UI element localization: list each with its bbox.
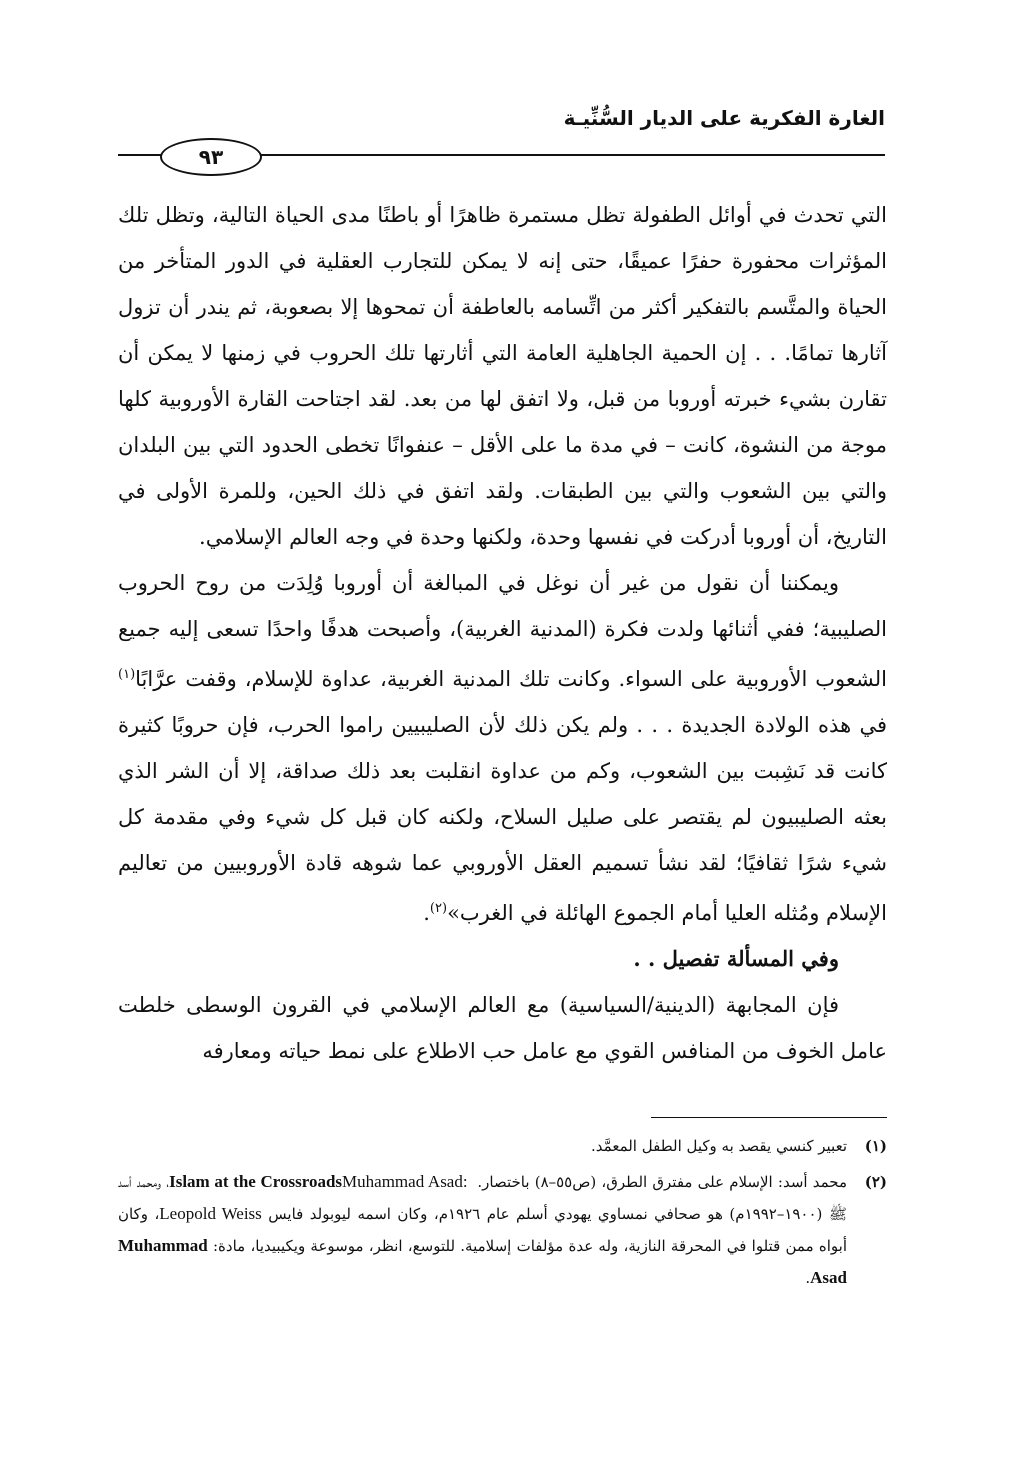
footnote-2-end: . <box>805 1269 811 1287</box>
footnote-2-latin-title: Islam at the Crossroads <box>169 1172 343 1191</box>
footnote-2-latin-author: Muhammad Asad: <box>342 1172 473 1191</box>
footnote-1 <box>118 1130 887 1162</box>
footnote-2-part-b: ، ومحمد أسد ﷺ (١٩٠٠–١٩٩٢م) هو صحافي نمساوي يهودي أسلم عام ١٩٢٦م، وكان اسمه ليوبولد فايس <box>118 1173 847 1223</box>
page-number-badge <box>160 138 262 176</box>
footnote-2-part-a: محمد أسد: الإسلام على مفترق الطرق، (ص٥٥–٨) باختصار. <box>472 1173 847 1191</box>
paragraph-2-end: . <box>423 901 430 925</box>
footnote-1-text: تعبير كنسي يقصد به وكيل الطفل المعمَّد. <box>591 1137 847 1155</box>
footnote-2 <box>118 1166 887 1294</box>
footnote-2-part-c: ، وكان أبواه ممن قتلوا في المحرقة النازية، وله عدة مؤلفات إسلامية. للتوسع، انظر، موسوعة ويكيبيديا، مادة: <box>118 1205 847 1255</box>
footnote-2-latin-name: Leopold Weiss <box>159 1204 262 1223</box>
paragraph-3: فإن المجابهة (الدينية/السياسية) مع العالم الإسلامي في القرون الوسطى خلطت عامل الخوف من المنافس القوي مع عامل حب الاطلاع على نمط حياته ومعارفه <box>118 993 887 1063</box>
page-number: ٩٣ <box>198 145 224 169</box>
footnote-2-number: (٢) <box>864 1173 887 1191</box>
body-text <box>118 192 887 1074</box>
paragraph-1: التي تحدث في أوائل الطفولة تظل مستمرة ظاهرًا أو باطنًا مدى الحياة التالية، وتظل تلك المؤثرات محفورة حفرًا عميقًا، حتى إنه لا يمكن للتجارب العقلية في الدور المتأخر من الحياة والمتَّسم بالتفكير أكثر من اتِّسامه بالعاطفة أن تمحوها إلا بصعوبة، ثم يندر أن تزول آثارها تمامًا. . . إن الحمية الجاهلية العامة التي أثارتها تلك الحروب في زمنها لا يمكن أن تقارن بشيء خبرته أوروبا من قبل، ولا اتفق لها من بعد. لقد اجتاحت القارة الأوروبية كلها موجة من النشوة، كانت – في مدة ما على الأقل – عنفوانًا تخطى الحدود التي بين البلدان والتي بين الشعوب والتي بين الطبقات. ولقد اتفق في ذلك الحين، وللمرة الأولى في التاريخ، أن أوروبا أدركت في نفسها وحدة، ولكنها وحدة في وجه العالم الإسلامي. <box>118 203 887 549</box>
footnote-ref-1[interactable]: (١) <box>118 667 136 682</box>
footnotes <box>118 1130 887 1298</box>
paragraph-2-part-a: ويمكننا أن نقول من غير أن نوغل في المبالغة أن أوروبا وُلِدَت من روح الحروب الصليبية؛ ففي أثنائها ولدت فكرة (المدنية الغربية)، وأصبحت هدفًا واحدًا تسعى إليه جميع الشعوب الأوروبية على السواء. وكانت تلك المدنية الغربية، عداوة للإسلام، وقفت عرَّابًا <box>118 571 887 691</box>
header-rule <box>258 154 885 156</box>
running-title: الغارة الفكرية على الديار السُّنِّيـة <box>563 106 885 130</box>
section-subheading: وفي المسألة تفصيل . . <box>633 946 839 971</box>
footnote-ref-2[interactable]: (٢) <box>429 901 448 916</box>
footnote-1-number: (١) <box>864 1137 887 1155</box>
footnote-2-text <box>118 1166 847 1294</box>
footnote-2-latin-entry: Muhammad Asad <box>118 1236 847 1287</box>
footnotes-rule <box>651 1117 887 1118</box>
header-rule-left <box>118 154 162 156</box>
paragraph-2-part-b: في هذه الولادة الجديدة . . . ولم يكن ذلك لأن الصليبيين راموا الحرب، فإن حروبًا كثيرة كانت قد نَشِبت بين الشعوب، وكم من عداوة انقلبت بعد ذلك صداقة، إلا أن الشر الذي بعثه الصليبيون لم يقتصر على صليل السلاح، ولكنه كان قبل كل شيء وفي مقدمة كل شيء شرًا ثقافيًا؛ لقد نشأ تسميم العقل الأوروبي عما شوهه قادة الأوروبيين من تعاليم الإسلام ومُثله العليا أمام الجموع الهائلة في الغرب» <box>118 713 887 925</box>
paragraph-2 <box>118 560 887 936</box>
